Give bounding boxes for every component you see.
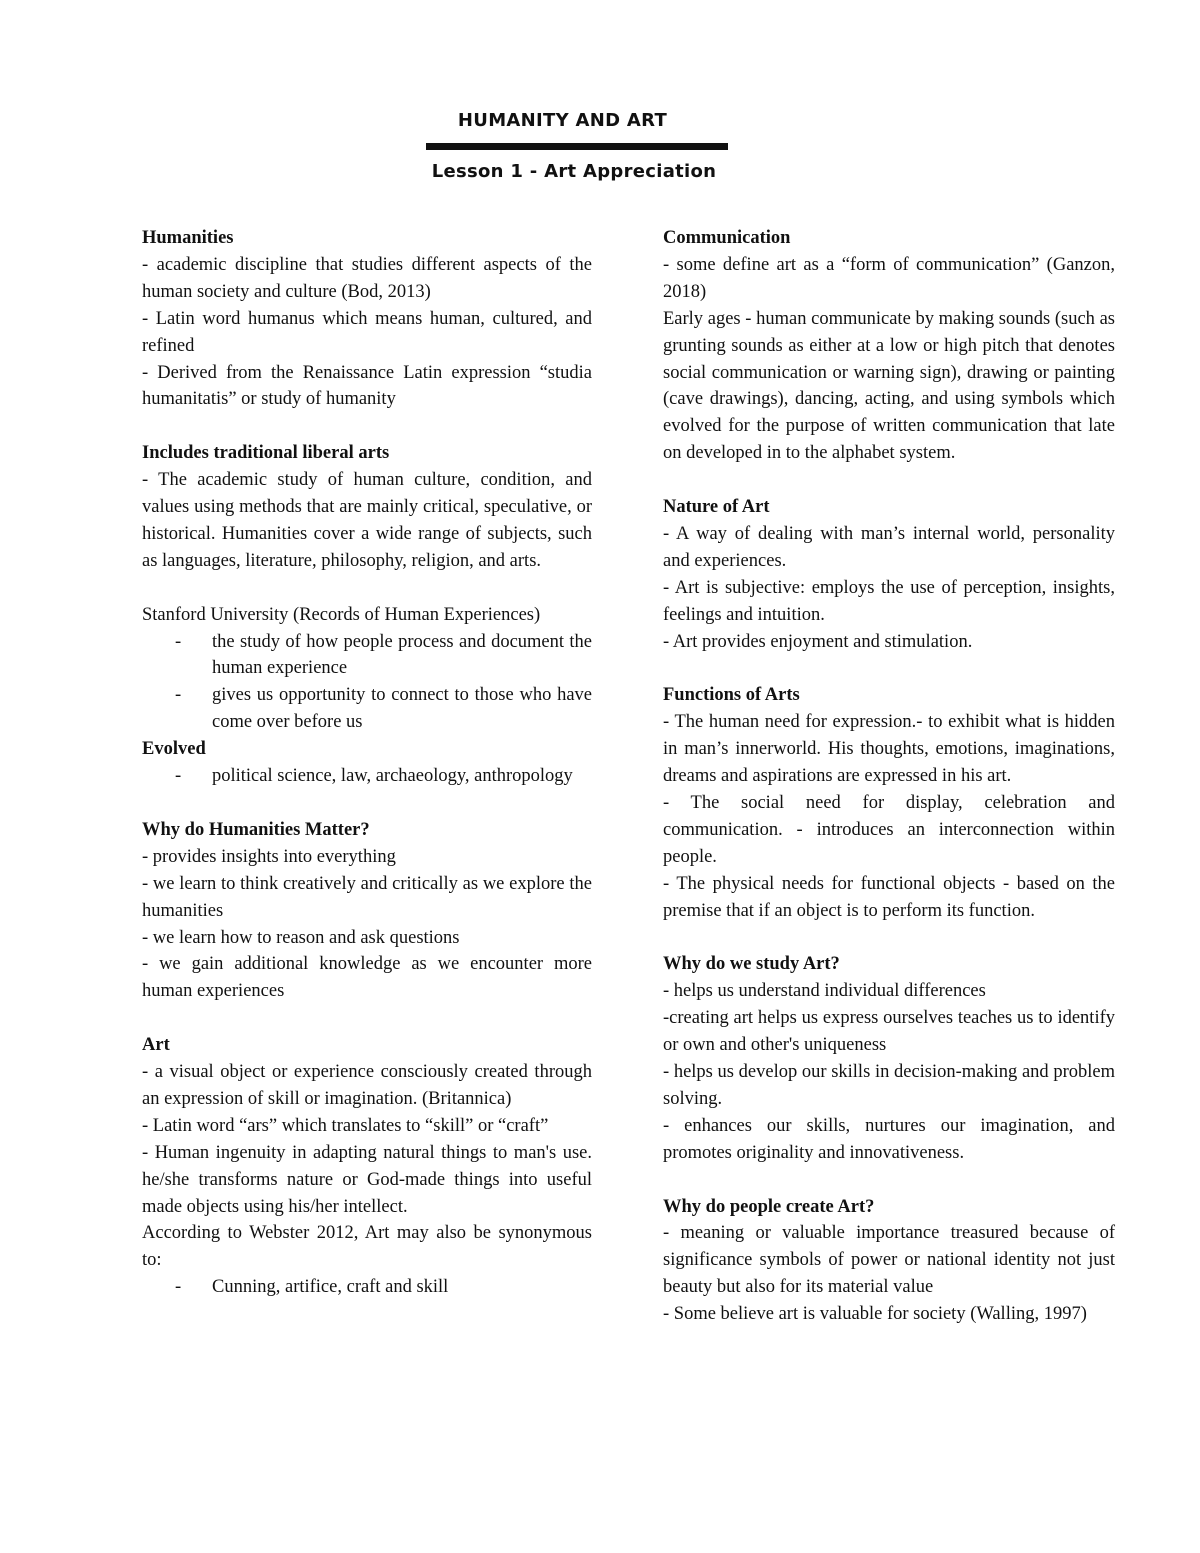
paragraph: - meaning or valuable importance treasured because of significance symbols of power or national identity not just beauty but also for its material value: [663, 1223, 1115, 1298]
spacer: [663, 467, 1115, 494]
paragraph: Early ages - human communicate by making sounds (such as grunting sounds as either at a low or high pitch that denotes social communication or warning sign), drawing or painting (cave drawings), dancing, acting, and using symbols which evolved for the purpose of written communication that late on developed in to the alphabet system.: [663, 308, 1115, 464]
spacer: [142, 575, 592, 602]
paragraph: - The physical needs for functional objects - based on the premise that if an object is to perform its function.: [663, 873, 1115, 921]
bullet-item: [142, 763, 592, 790]
bullet-item: [142, 1274, 592, 1301]
paragraph: - we learn how to reason and ask questions: [142, 927, 460, 948]
dash-marker: -: [175, 1277, 182, 1298]
spacer: [142, 1005, 592, 1032]
dash-marker: -: [175, 766, 182, 787]
paragraph: According to Webster 2012, Art may also be synonymous to:: [142, 1223, 592, 1271]
paragraph: - helps us develop our skills in decision-making and problem solving.: [663, 1062, 1115, 1109]
left-column: [142, 225, 592, 1301]
paragraph: - provides insights into everything: [142, 846, 396, 867]
paragraph: - Derived from the Renaissance Latin expression “studia humanitatis” or study of humanity: [142, 362, 592, 410]
paragraph: - The human need for expression.- to exhibit what is hidden in man’s innerworld. His thoughts, emotions, imaginations, dreams and aspirations are expressed in his art.: [663, 712, 1115, 787]
dash-marker: -: [175, 631, 182, 652]
paragraph: - Latin word humanus which means human, cultured, and refined: [142, 308, 592, 356]
paragraph: -creating art helps us express ourselves teaches us to identify or own and other's uniqueness: [663, 1008, 1115, 1056]
dash-marker: -: [175, 685, 182, 706]
paragraph: - enhances our skills, nurtures our imagination, and promotes originality and innovativeness.: [663, 1115, 1115, 1163]
section-heading-liberal-arts: Includes traditional liberal arts: [142, 443, 390, 464]
paragraph: - A way of dealing with man’s internal world, personality and experiences.: [663, 523, 1115, 571]
paragraph: - we learn to think creatively and critically as we explore the humanities: [142, 873, 592, 921]
spacer: [663, 655, 1115, 682]
bullet-item: [142, 629, 592, 683]
spacer: [663, 1167, 1115, 1194]
paragraph: - helps us understand individual differences: [663, 981, 986, 1002]
section-heading-why-study-art: Why do we study Art?: [663, 954, 840, 975]
paragraph: - Art is subjective: employs the use of perception, insights, feelings and intuition.: [663, 577, 1115, 625]
spacer: [142, 413, 592, 440]
paragraph: - we gain additional knowledge as we encounter more human experiences: [142, 954, 592, 1002]
spacer: [663, 925, 1115, 952]
paragraph: - Some believe art is valuable for society (Walling, 1997): [663, 1304, 1087, 1325]
section-heading-functions-of-arts: Functions of Arts: [663, 685, 800, 706]
paragraph: - a visual object or experience consciously created through an expression of skill or imagination. (Britannica): [142, 1062, 592, 1109]
paragraph: - academic discipline that studies different aspects of the human society and culture (Bod, 2013): [142, 254, 592, 302]
section-heading-stanford: Stanford University (Records of Human Experiences): [142, 604, 541, 625]
bullet-item: [142, 682, 592, 736]
paragraph: - The social need for display, celebration and communication. - introduces an interconnection within people.: [663, 793, 1115, 867]
bullet-text: the study of how people process and document the human experience: [212, 631, 592, 679]
bullet-text: political science, law, archaeology, anthropology: [212, 766, 573, 787]
section-heading-why-create-art: Why do people create Art?: [663, 1196, 875, 1217]
section-heading-nature-of-art: Nature of Art: [663, 497, 770, 518]
document-title: HUMANITY AND ART: [457, 110, 668, 131]
section-heading-art: Art: [142, 1035, 170, 1056]
section-heading-evolved: Evolved: [142, 739, 206, 760]
lesson-subtitle: Lesson 1 - Art Appreciation: [431, 161, 717, 182]
paragraph: - some define art as a “form of communication” (Ganzon, 2018): [663, 254, 1115, 302]
section-heading-why-humanities-matter: Why do Humanities Matter?: [142, 819, 370, 840]
spacer: [142, 790, 592, 817]
paragraph: - The academic study of human culture, condition, and values using methods that are mainly critical, speculative, or historical. Humanities cover a wide range of subjects, such as languages, literature, philosophy, religion, and arts.: [142, 470, 592, 571]
bullet-text: Cunning, artifice, craft and skill: [212, 1277, 449, 1298]
bullet-text: gives us opportunity to connect to those who have come over before us: [212, 685, 592, 733]
section-heading-communication: Communication: [663, 228, 791, 248]
paragraph: - Art provides enjoyment and stimulation.: [663, 631, 973, 652]
section-heading-humanities: Humanities: [142, 228, 234, 248]
paragraph: - Human ingenuity in adapting natural things to man's use. he/she transforms nature or God-made things into useful made objects using his/her intellect.: [142, 1142, 592, 1217]
title-underline: [426, 143, 728, 150]
paragraph: - Latin word “ars” which translates to “skill” or “craft”: [142, 1115, 549, 1136]
right-column: [663, 225, 1115, 1328]
